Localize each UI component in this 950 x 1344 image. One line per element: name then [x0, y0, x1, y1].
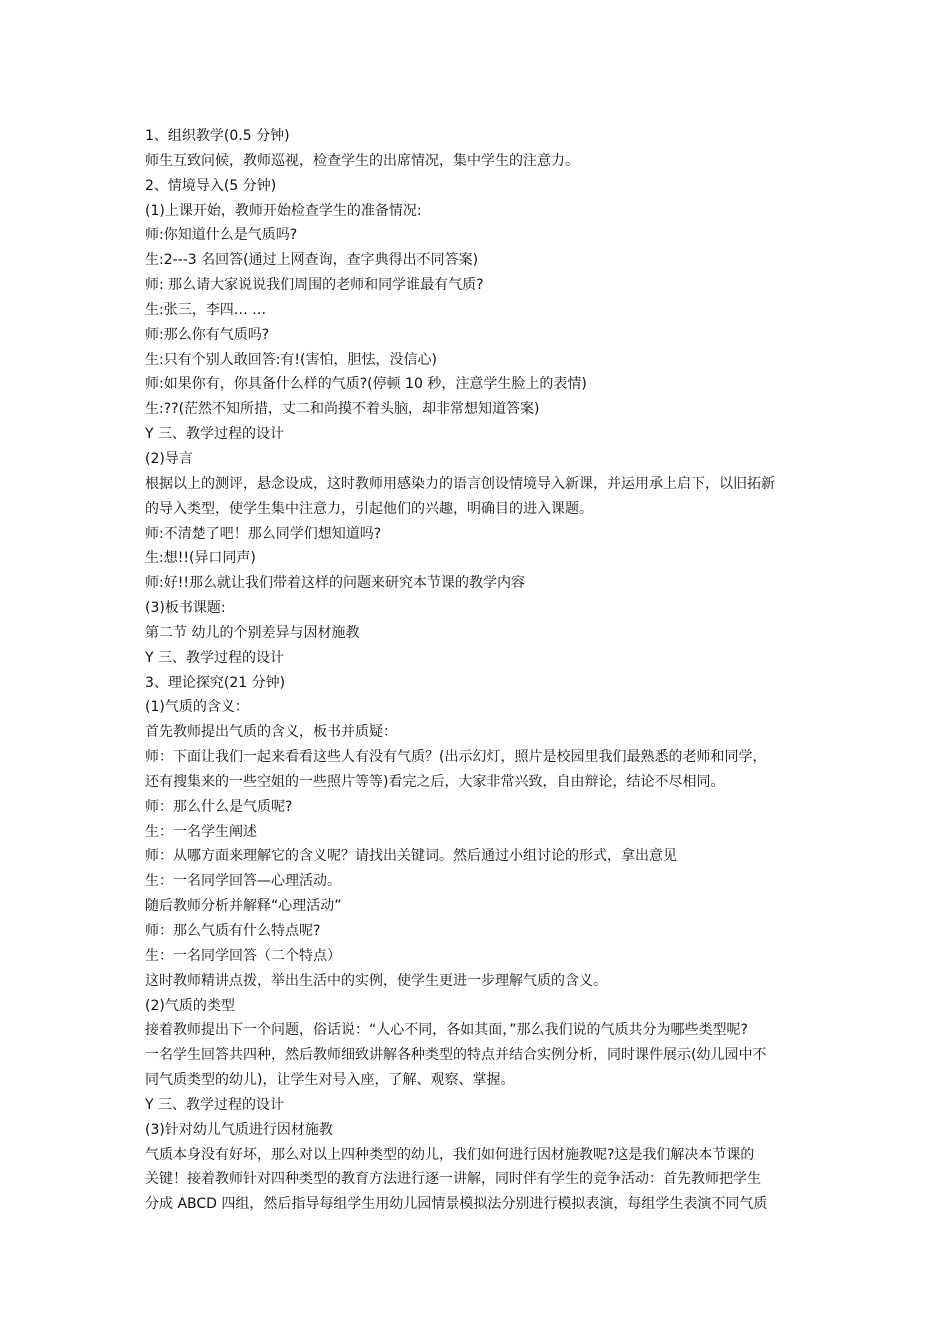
text-line: 师:如果你有，你具备什么样的气质?(停顿 10 秒，注意学生脸上的表情) [145, 376, 587, 393]
text-line: 首先教师提出气质的含义，板书并质疑： [145, 724, 397, 741]
text-line: 师:好!!那么就让我们带着这样的问题来研究本节课的教学内容 [145, 575, 525, 592]
document-body [145, 124, 813, 1217]
text-line: (3)板书课题: [145, 600, 226, 617]
text-line: 第二节 幼儿的个别差异与因材施教 [145, 624, 360, 641]
text-line: 师:不清楚了吧！那么同学们想知道吗? [145, 525, 382, 542]
text-line: 1、组织教学(0.5 分钟) [145, 128, 290, 144]
text-line: Y 三、教学过程的设计 [145, 426, 285, 443]
text-line: 生:只有个别人敢回答:有!(害怕，胆怯，没信心) [145, 351, 437, 368]
text-line: 生：一名同学回答（二个特点） [145, 947, 341, 964]
text-line: 师：下面让我们一起来看看这些人有没有气质？(出示幻灯，照片是校园里我们最熟悉的老师和同学， [145, 749, 767, 766]
text-line: 一名学生回答共四种，然后教师细致讲解各种类型的特点并结合实例分析，同时课件展示(幼儿园中不 [145, 1047, 767, 1064]
text-line: (2)导言 [145, 450, 193, 467]
text-line: 关键！接着教师针对四种类型的教育方法进行逐一讲解，同时伴有学生的竞争活动：首先教师把学生 [145, 1171, 761, 1188]
text-line: 同气质类型的幼儿)，让学生对号入座，了解、观察、掌握。 [145, 1072, 515, 1089]
text-line: 随后教师分析并解释“心理活动” [145, 898, 342, 915]
text-line: 生：一名学生阐述 [145, 823, 257, 840]
text-line: 的导入类型，使学生集中注意力，引起他们的兴趣，明确目的进入课题。 [145, 500, 593, 517]
text-line: 还有搜集来的一些空姐的一些照片等等)看完之后，大家非常兴致，自由辩论，结论不尽相同。 [145, 773, 725, 790]
text-line: 师：那么什么是气质呢? [145, 798, 293, 815]
text-line: Y 三、教学过程的设计 [145, 649, 285, 666]
text-line: 师生互致问候，教师巡视，检查学生的出席情况，集中学生的注意力。 [145, 152, 579, 169]
text-line: 生:2---3 名回答(通过上网查询，查字典得出不同答案) [145, 252, 479, 269]
text-line: 生：一名同学回答—心理活动。 [145, 873, 341, 890]
text-line: 师：那么气质有什么特点呢? [145, 923, 321, 939]
text-line: 这时教师精讲点拨，举出生活中的实例，使学生更进一步理解气质的含义。 [145, 972, 607, 989]
text-line: (1)上课开始，教师开始检查学生的准备情况: [145, 202, 422, 219]
text-line: 师: 那么请大家说说我们周围的老师和同学谁最有气质? [145, 277, 484, 294]
text-line: 2、情境导入(5 分钟) [145, 177, 277, 194]
text-line: 生:想!!(异口同声) [145, 550, 256, 567]
text-line: 气质本身没有好坏，那么对以上四种类型的幼儿，我们如何进行因材施教呢?这是我们解决本节课的 [145, 1146, 755, 1163]
text-line: 生:张三，李四… … [145, 301, 267, 318]
text-line: 师:那么你有气质吗? [145, 326, 270, 343]
text-line: 根据以上的测评，悬念设成，这时教师用感染力的语言创设情境导入新课，并运用承上启下，以旧拓新 [145, 475, 775, 492]
text-line: 师:你知道什么是气质吗? [145, 227, 298, 244]
text-line: 接着教师提出下一个问题，俗话说：“人心不同，各如其面，”那么我们说的气质共分为哪些类型呢? [145, 1022, 748, 1039]
text-line: Y 三、教学过程的设计 [145, 1096, 285, 1113]
text-line: (2)气质的类型 [145, 997, 235, 1014]
text-line: 生:??(茫然不知所措，丈二和尚摸不着头脑，却非常想知道答案) [145, 401, 540, 418]
text-line: 3、理论探究(21 分钟) [145, 674, 286, 691]
text-line: (3)针对幼儿气质进行因材施教 [145, 1121, 333, 1138]
text-line: (1)气质的含义： [145, 699, 249, 716]
text-line: 师：从哪方面来理解它的含义呢？请找出关键词。然后通过小组讨论的形式，拿出意见 [145, 848, 677, 865]
text-line: 分成 ABCD 四组，然后指导每组学生用幼儿园情景模拟法分别进行模拟表演，每组学生表演不同气质 [145, 1196, 768, 1213]
